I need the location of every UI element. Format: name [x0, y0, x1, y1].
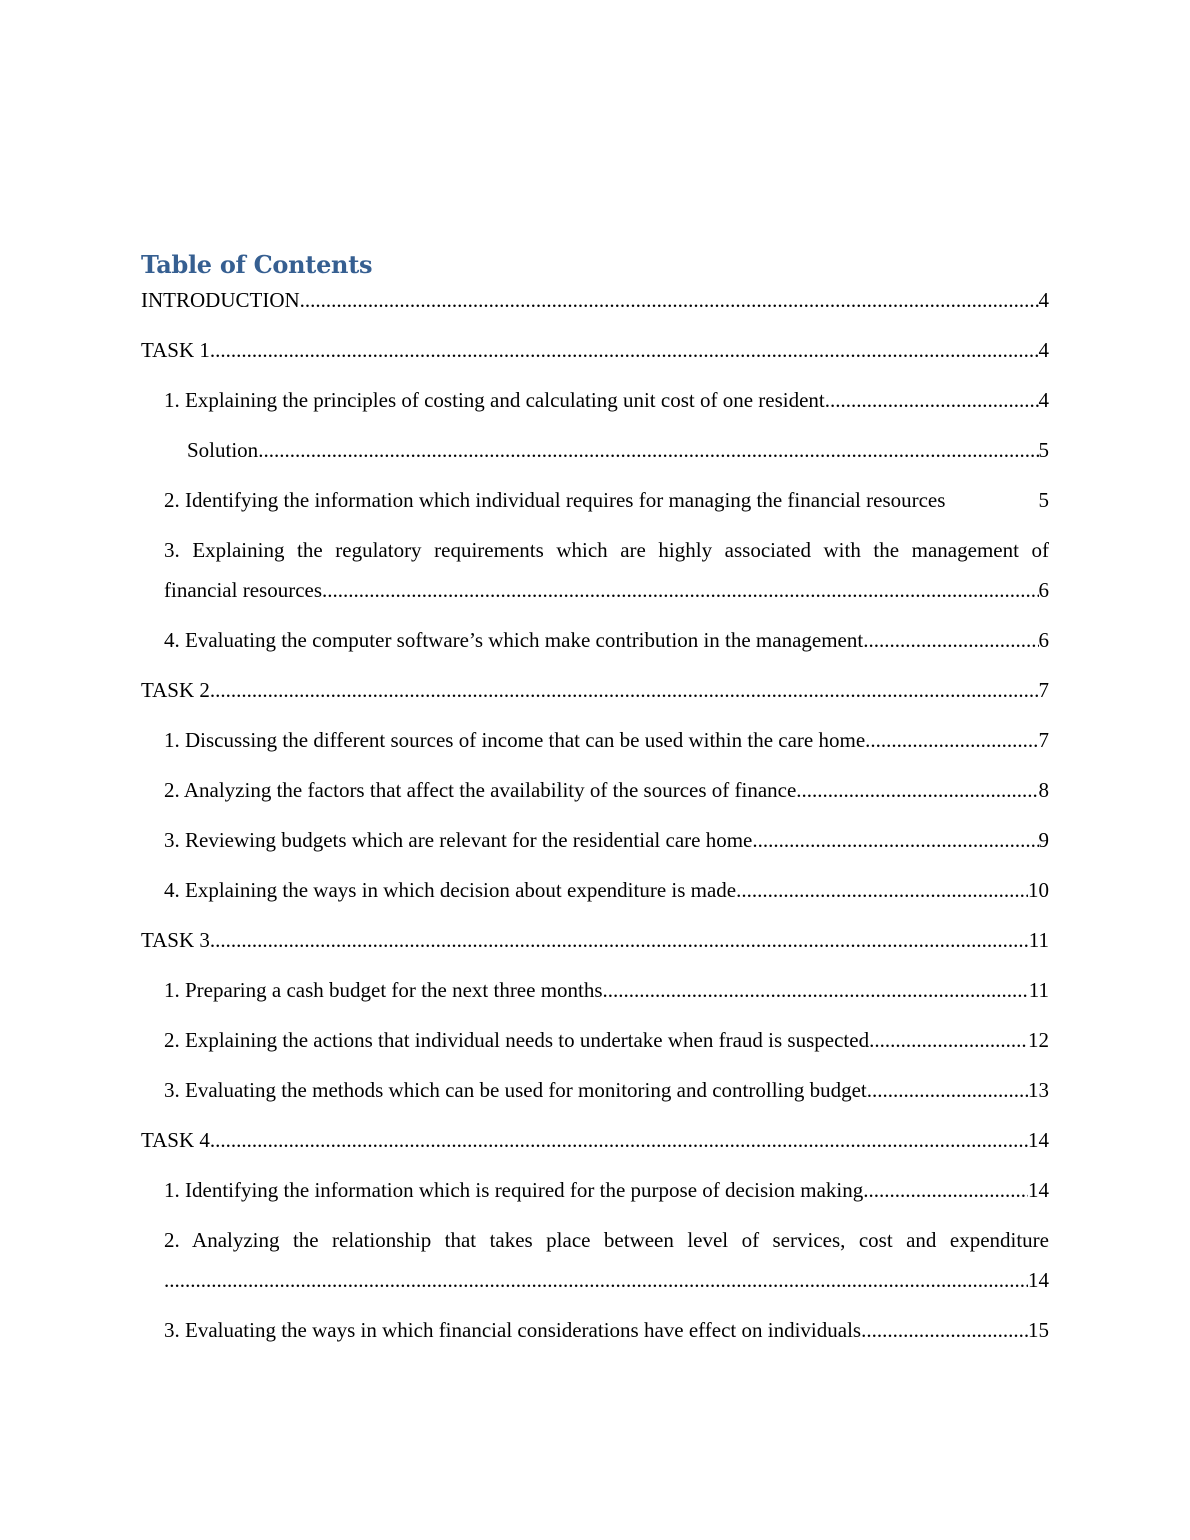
toc-entry-page: 10: [1028, 878, 1049, 902]
dot-leader: [825, 380, 1039, 420]
toc-entry-page: 7: [1038, 728, 1049, 752]
toc-entry-page: 6: [1038, 578, 1049, 602]
toc-entry-page: 4: [1038, 388, 1049, 412]
toc-entry-task-1-1[interactable]: [141, 380, 1049, 420]
toc-entry-label: 4. Evaluating the computer software’s which make contribution in the management: [164, 628, 864, 652]
toc-entry-task-1-3[interactable]: [141, 530, 1049, 610]
toc-entry-label-line2: financial resources: [164, 578, 323, 602]
toc-entry-task-2-4[interactable]: [141, 870, 1049, 910]
toc-entry-task-3[interactable]: [141, 920, 1049, 960]
dot-leader: [210, 670, 1039, 710]
toc-entry-label: 3. Reviewing budgets which are relevant for the residential care home: [164, 828, 753, 852]
toc-entry-page: 5: [1038, 438, 1049, 462]
dot-leader: [863, 1170, 1028, 1210]
dot-leader: [867, 1070, 1028, 1110]
dot-leader: [300, 280, 1039, 320]
toc-entry-page: 11: [1028, 978, 1049, 1002]
toc-entry-label: 1. Identifying the information which is required for the purpose of decision making: [164, 1178, 864, 1202]
toc-entry-label: 2. Identifying the information which individual requires for managing the financial resources: [164, 488, 946, 512]
dot-leader: [865, 720, 1038, 760]
toc-entry-task-1-4[interactable]: [141, 620, 1049, 660]
dot-leader: [258, 430, 1038, 470]
toc-entry-page: 5: [1038, 488, 1049, 512]
toc-entry-label: 4. Explaining the ways in which decision about expenditure is made: [164, 878, 737, 902]
toc-entry-label: 3. Evaluating the ways in which financial considerations have effect on individuals: [164, 1318, 862, 1342]
dot-leader: [861, 1310, 1028, 1350]
toc-entry-label: 3. Evaluating the methods which can be used for monitoring and controlling budget: [164, 1078, 867, 1102]
toc-entry-page: 13: [1028, 1078, 1049, 1102]
dot-leader: [603, 970, 1029, 1010]
toc-entry-page: 4: [1038, 338, 1049, 362]
toc-entry-page: 6: [1038, 628, 1049, 652]
toc-entry-introduction[interactable]: [141, 280, 1049, 320]
dot-leader: [322, 570, 1038, 610]
toc-entry-label: TASK 2: [141, 678, 210, 702]
toc-entry-task-4-1[interactable]: [141, 1170, 1049, 1210]
toc-entry-label: 1. Explaining the principles of costing and calculating unit cost of one resident: [164, 388, 825, 412]
toc-entry-task-4[interactable]: [141, 1120, 1049, 1160]
toc-entry-page: 7: [1038, 678, 1049, 702]
toc-entry-label: 2. Explaining the actions that individual needs to undertake when fraud is suspected: [164, 1028, 870, 1052]
toc-entry-page: 14: [1028, 1128, 1049, 1152]
toc-entry-task-3-2[interactable]: [141, 1020, 1049, 1060]
toc-entry-label: TASK 1: [141, 338, 210, 362]
toc-list: [141, 280, 1049, 1350]
toc-entry-task-3-1[interactable]: [141, 970, 1049, 1010]
toc-entry-task-1[interactable]: [141, 330, 1049, 370]
toc-entry-label: 1. Preparing a cash budget for the next three months: [164, 978, 603, 1002]
toc-entry-label: 2. Analyzing the factors that affect the availability of the sources of finance: [164, 778, 797, 802]
toc-entry-task-2-2[interactable]: [141, 770, 1049, 810]
dot-leader: [210, 920, 1029, 960]
dot-leader: [796, 770, 1038, 810]
toc-entry-page: 14: [1028, 1178, 1049, 1202]
dot-leader: [210, 1120, 1028, 1160]
toc-entry-task-4-2[interactable]: [141, 1220, 1049, 1300]
toc-title: Table of Contents: [141, 250, 373, 279]
toc-entry-task-2[interactable]: [141, 670, 1049, 710]
toc-entry-page: 15: [1028, 1318, 1049, 1342]
toc-entry-task-4-3[interactable]: [141, 1310, 1049, 1350]
toc-entry-task-2-3[interactable]: [141, 820, 1049, 860]
toc-entry-solution[interactable]: [141, 430, 1049, 470]
toc-entry-label: INTRODUCTION: [141, 288, 300, 312]
toc-entry-label-line1: 3. Explaining the regulatory requirements which are highly associated with the management of: [164, 538, 1049, 562]
dot-leader: [164, 1260, 1028, 1300]
dot-leader: [869, 1020, 1028, 1060]
toc-entry-label: 1. Discussing the different sources of income that can be used within the care home: [164, 728, 866, 752]
toc-entry-label-line1: 2. Analyzing the relationship that takes place between level of services, cost and expenditure: [164, 1228, 1049, 1252]
toc-entry-label: TASK 4: [141, 1128, 210, 1152]
toc-entry-page: 8: [1038, 778, 1049, 802]
toc-entry-page: 12: [1028, 1028, 1049, 1052]
toc-entry-label: TASK 3: [141, 928, 210, 952]
toc-entry-page: 11: [1028, 928, 1049, 952]
document-page: [141, 248, 1049, 1360]
dot-leader: [736, 870, 1028, 910]
toc-entry-page: 9: [1038, 828, 1049, 852]
dot-leader: [863, 620, 1038, 660]
toc-entry-task-2-1[interactable]: [141, 720, 1049, 760]
toc-entry-task-1-2[interactable]: [141, 480, 1049, 520]
dot-leader: [752, 820, 1038, 860]
toc-entry-page: 4: [1038, 288, 1049, 312]
toc-entry-task-3-3[interactable]: [141, 1070, 1049, 1110]
toc-entry-page: 14: [1028, 1268, 1049, 1292]
toc-entry-label: Solution: [187, 438, 259, 462]
dot-leader: [210, 330, 1039, 370]
